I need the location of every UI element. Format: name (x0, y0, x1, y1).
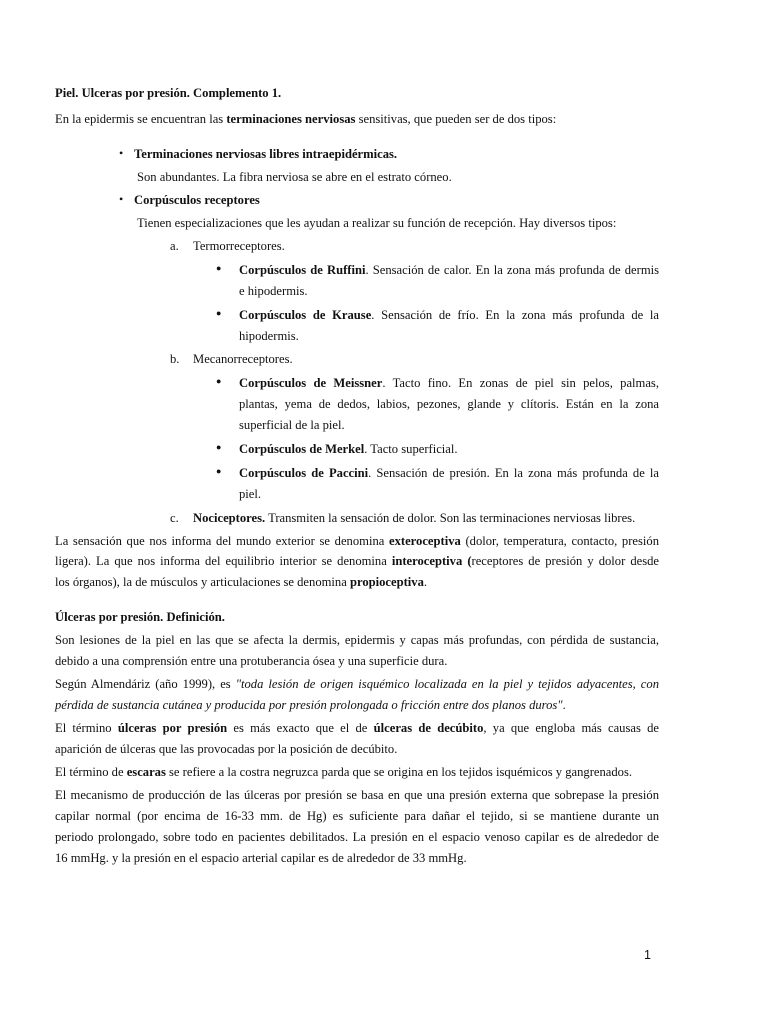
bullet-title-receptors: Corpúsculos receptores (134, 193, 260, 207)
bullet-icon: • (119, 192, 124, 206)
bullet-icon: ● (216, 263, 222, 273)
term-line-1: El término úlceras por presión es más exacto que el de úlceras de decúbito, ya que engloba más causas de (55, 721, 659, 735)
sensation-line-1: La sensación que nos informa del mundo exterior se denomina exteroceptiva (dolor, temperatura, contacto, presión (55, 534, 660, 548)
bullet-desc-receptors: Tienen especializaciones que les ayudan a realizar su función de recepción. Hay diversos tipos: (137, 216, 617, 230)
definition-line-2: debido a una comprensión entre una protuberancia ósea y una superficie dura. (55, 654, 448, 668)
escaras-line: El término de escaras se refiere a la costra negruzca parda que se origina en los tejidos isquémicos y gangrenados. (55, 765, 633, 779)
list-item-thermoreceptors: Termorreceptores. (193, 239, 285, 253)
page-number: 1 (644, 948, 651, 962)
ruffini-line-2: e hipodermis. (239, 284, 308, 298)
meissner-line-2: plantas, yema de dedos, labios, pezones, glande y clítoris. Están en la zona (239, 397, 659, 411)
mechanism-line-1: El mecanismo de producción de las úlceras por presión se basa en que una presión externa que sobrepase la presión (55, 788, 659, 802)
document-title: Piel. Ulceras por presión. Complemento 1. (55, 86, 282, 100)
mechanism-line-3: periodo prolongado, sobre todo en pacientes debilitados. La presión en el espacio venoso capilar es de alrededor de (55, 830, 659, 844)
list-item-mechanoreceptors: Mecanorreceptores. (193, 352, 293, 366)
bullet-icon: • (119, 146, 124, 160)
section-title-definition: Úlceras por presión. Definición. (55, 610, 225, 624)
quote-line-1: Según Almendáriz (año 1999), es "toda lesión de origen isquémico localizada en la piel y tejidos adyacentes, con (55, 677, 659, 691)
list-item-nociceptors: Nociceptores. Transmiten la sensación de dolor. Son las terminaciones nerviosas libres. (193, 511, 636, 525)
mechanism-line-2: capilar normal (por encima de 16-33 mm. de Hg) es suficiente para dañar el tejido, si se mantiene durante un (55, 809, 659, 823)
intro-paragraph: En la epidermis se encuentran las terminaciones nerviosas sensitivas, que pueden ser de dos tipos: (55, 112, 557, 126)
quote-line-2: pérdida de sustancia cutánea y producida por presión prolongada o fricción entre dos planos duros". (55, 698, 566, 712)
list-marker-c: c. (170, 511, 179, 525)
bullet-desc-free-endings: Son abundantes. La fibra nerviosa se abre en el estrato córneo. (137, 170, 452, 184)
bullet-icon: ● (216, 466, 222, 476)
bullet-title-free-endings: Terminaciones nerviosas libres intraepidérmicas. (134, 147, 398, 161)
sensation-line-2: ligera). La que nos informa del equilibrio interior se denomina interoceptiva (receptores de presión y dolor desde (55, 554, 659, 568)
bullet-icon: ● (216, 376, 222, 386)
list-marker-a: a. (170, 239, 179, 253)
definition-line-1: Son lesiones de la piel en las que se afecta la dermis, epidermis y capas más profundas, con pérdida de sustancia, (55, 633, 659, 647)
bullet-icon: ● (216, 442, 222, 452)
paccini-line-1: Corpúsculos de Paccini. Sensación de presión. En la zona más profunda de la (239, 466, 659, 480)
list-marker-b: b. (170, 352, 180, 366)
meissner-line-3: superficial de la piel. (239, 418, 345, 432)
meissner-line-1: Corpúsculos de Meissner. Tacto fino. En zonas de piel sin pelos, palmas, (239, 376, 659, 390)
paccini-line-2: piel. (239, 487, 262, 501)
krause-line-2: hipodermis. (239, 329, 299, 343)
mechanism-line-4: 16 mmHg. y la presión en el espacio arterial capilar es de alrededor de 33 mmHg. (55, 851, 467, 865)
bullet-icon: ● (216, 308, 222, 318)
sensation-line-3: los órganos), la de músculos y articulaciones se denomina propioceptiva. (55, 575, 428, 589)
ruffini-line-1: Corpúsculos de Ruffini. Sensación de calor. En la zona más profunda de dermis (239, 263, 660, 277)
term-line-2: aparición de úlceras que las provocadas por la posición de decúbito. (55, 742, 398, 756)
krause-line-1: Corpúsculos de Krause. Sensación de frío. En la zona más profunda de la (239, 308, 659, 322)
merkel-line-1: Corpúsculos de Merkel. Tacto superficial. (239, 442, 458, 456)
